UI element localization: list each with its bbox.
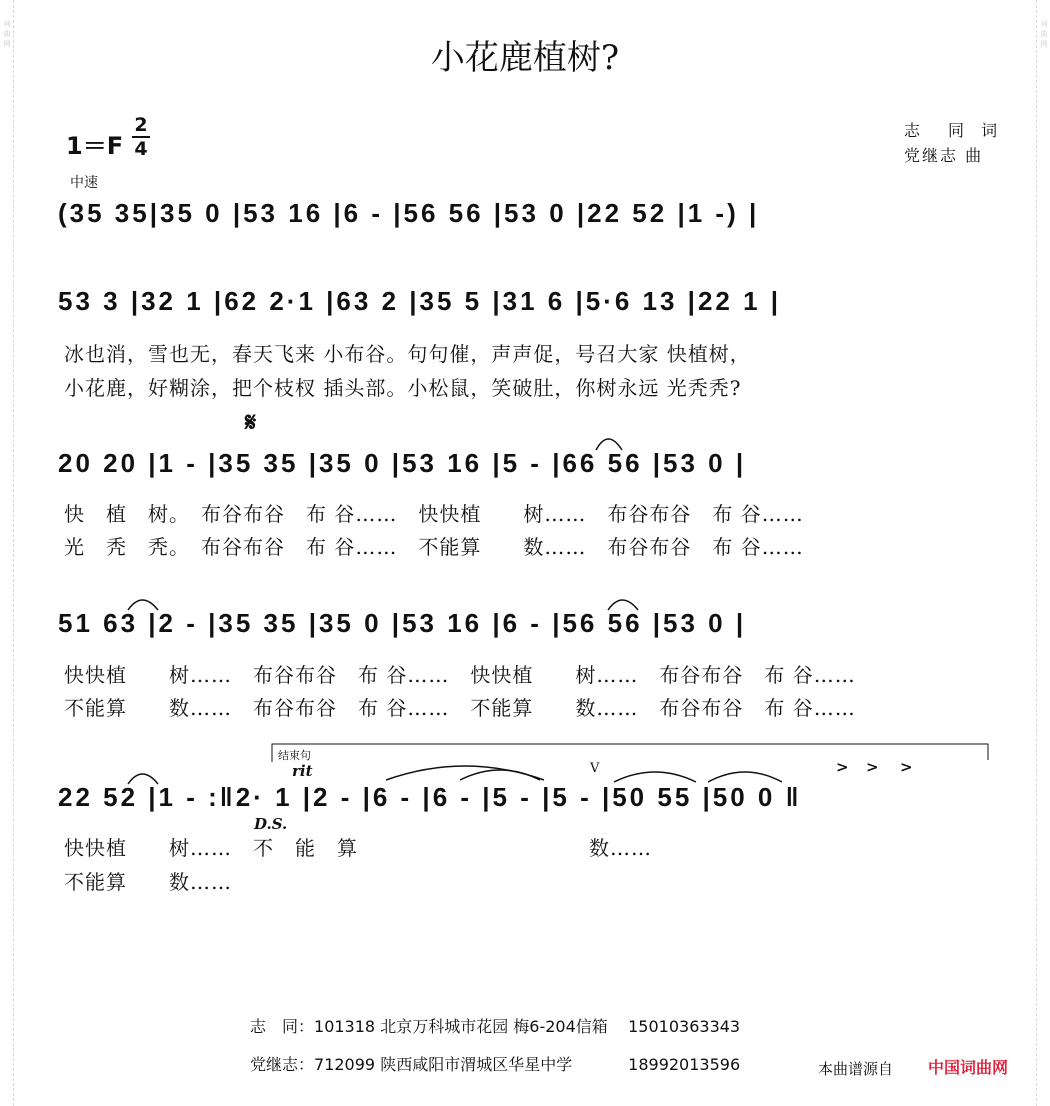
time-signature-top: 2: [134, 114, 148, 136]
lyric-line: 不能算 数…… 布谷布谷 布 谷…… 不能算 数…… 布谷布谷 布 谷……: [64, 696, 856, 720]
contact-row: [250, 1014, 740, 1037]
contact-row: [250, 1052, 740, 1075]
watermark-char: 网: [3, 40, 11, 48]
music-line: (35 35|35 0 |53 16 |6 - |56 56 |53 0 |22 52 |1 -) |: [58, 198, 760, 228]
composer-credit: 党继志 曲: [904, 146, 984, 165]
page-title: 小花鹿植树?: [430, 38, 620, 78]
tie-slur: [614, 772, 696, 782]
contact-address: 陕西咸阳市渭城区华星中学: [380, 1055, 573, 1074]
breath-mark: V: [590, 761, 600, 776]
music-line: 51 63 |2 - |35 35 |35 0 |53 16 |6 - |56 56 |53 0 |: [58, 608, 747, 638]
rit-marking: rit: [292, 762, 313, 780]
tie-slur: [128, 600, 158, 610]
lyric-line: 快快植 树…… 布谷布谷 布 谷…… 快快植 树…… 布谷布谷 布 谷……: [64, 663, 856, 687]
accent-mark: >: [836, 758, 849, 776]
tie-slur: [128, 774, 158, 784]
key-signature: 1＝F: [66, 132, 124, 160]
tempo-marking: 中速: [70, 175, 98, 191]
watermark-char: 词: [1040, 20, 1048, 28]
tie-slur: [596, 439, 622, 450]
watermark-char: 词: [3, 20, 11, 28]
lyric-line: 小花鹿，好糊涂，把个枝杈 插头部。小松鼠，笑破肚，你树永远 光秃秃?: [64, 376, 742, 400]
music-line: 22 52 |1 - :‖2· 1 |2 - |6 - |6 - |5 - |5 - |50 55 |50 0 ‖: [58, 782, 802, 812]
ds-marking: D.S.: [254, 815, 288, 833]
tie-slur: [460, 770, 540, 780]
lyric-line: 冰也消，雪也无，春天飞来 小布谷。句句催，声声促，号召大家 快植树，: [64, 342, 751, 366]
time-signature-bottom: 4: [132, 136, 150, 160]
source-label: 本曲谱源自: [818, 1060, 894, 1078]
accent-mark: >: [866, 758, 879, 776]
accent-mark: >: [900, 758, 913, 776]
ending-bracket: [272, 744, 988, 762]
source-site-link[interactable]: 中国词曲网: [928, 1058, 1009, 1077]
contact-address: 北京万科城市花园 梅6-204信箱: [380, 1017, 608, 1036]
contact-postcode: 101318: [314, 1017, 376, 1036]
tie-slur: [608, 600, 638, 610]
ending-label: 结束句: [278, 749, 311, 762]
contact-phone: 15010363343: [628, 1017, 741, 1036]
contact-name: 党继志：: [250, 1055, 315, 1074]
contact-postcode: 712099: [314, 1055, 376, 1074]
tie-slur: [708, 772, 782, 782]
lyric-line: 快快植 树…… 不 能 算 数……: [64, 836, 652, 860]
music-line: 53 3 |32 1 |62 2·1 |63 2 |35 5 |31 6 |5·6 13 |22 1 |: [58, 286, 782, 316]
lyric-line: 光 秃 秃。 布谷布谷 布 谷…… 不能算 数…… 布谷布谷 布 谷……: [64, 535, 804, 559]
lyric-line: 不能算 数……: [64, 870, 232, 894]
contact-phone: 18992013596: [628, 1055, 741, 1074]
lyricist-credit: 志 同 词: [904, 121, 1004, 140]
lyric-line: 快 植 树。 布谷布谷 布 谷…… 快快植 树…… 布谷布谷 布 谷……: [64, 502, 804, 526]
music-line: 20 20 |1 - |35 35 |35 0 |53 16 |5 - |66 56 |53 0 |: [58, 448, 747, 478]
watermark-char: 网: [1040, 40, 1048, 48]
segno-sign: 𝄋: [245, 408, 257, 438]
watermark-char: 曲: [1040, 30, 1048, 38]
contact-name: 志 同：: [250, 1017, 315, 1036]
watermark-char: 曲: [3, 30, 11, 38]
